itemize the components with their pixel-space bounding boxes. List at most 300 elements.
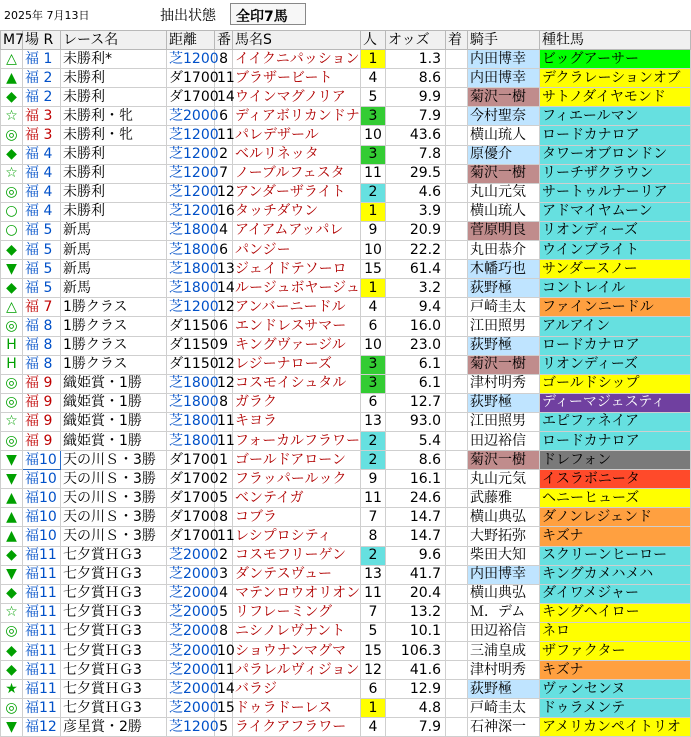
horse-number-cell: 12 [215,374,233,393]
table-row[interactable] [1,298,691,317]
table-row[interactable] [1,431,691,450]
sire-cell: ロードカナロア [540,336,691,355]
table-row[interactable] [1,107,691,126]
popularity-cell: 2 [361,451,386,470]
col-mark[interactable]: M7 [1,31,23,50]
table-row[interactable] [1,412,691,431]
horse-name-cell: ジェイドテソーロ [233,260,361,279]
place-cell: 福 4 [23,183,61,202]
popularity-cell: 3 [361,374,386,393]
odds-cell: 23.0 [386,336,446,355]
odds-cell: 6.1 [386,374,446,393]
odds-cell: 3.9 [386,202,446,221]
race-name-cell: 七夕賞ＨＧ3 [61,565,167,584]
race-name-cell: 1勝クラス [61,355,167,374]
horse-name-cell: リフレーミング [233,603,361,622]
race-name-cell: 七夕賞ＨＧ3 [61,661,167,680]
mark-cell: ☆ [1,107,23,126]
col-sire[interactable]: 種牡馬 [540,31,691,50]
popularity-cell: 2 [361,546,386,565]
horse-name-cell: アンダーザライト [233,183,361,202]
odds-cell: 9.4 [386,298,446,317]
table-row[interactable] [1,546,691,565]
table-row[interactable] [1,336,691,355]
odds-cell: 7.9 [386,107,446,126]
jockey-cell: 石神深一 [468,718,540,737]
header-row [1,31,691,50]
jockey-cell: 柴田大知 [468,546,540,565]
distance-cell: 芝1800 [167,279,215,298]
sire-cell: リーチザクラウン [540,164,691,183]
sire-cell: キングヘイロー [540,603,691,622]
distance-cell: 芝1200 [167,164,215,183]
popularity-cell: 10 [361,241,386,260]
race-name-cell: 天の川Ｓ・3勝 [61,451,167,470]
horse-name-cell: タッチダウン [233,202,361,221]
sire-cell: スクリーンヒーロー [540,546,691,565]
table-row[interactable] [1,527,691,546]
jockey-cell: 武藤雅 [468,489,540,508]
race-name-cell: 彦星賞・2勝 [61,718,167,737]
popularity-cell: 9 [361,470,386,489]
distance-cell: ダ1700 [167,470,215,489]
horse-number-cell: 8 [215,50,233,69]
horse-name-cell: ニシノレヴナント [233,622,361,641]
finish-cell [446,241,468,260]
sire-cell: フィエールマン [540,107,691,126]
sire-cell: ゴールドシップ [540,374,691,393]
odds-cell: 43.6 [386,126,446,145]
place-cell: 福10 [23,508,61,527]
distance-cell: 芝1200 [167,298,215,317]
distance-cell: ダ1700 [167,88,215,107]
odds-cell: 22.2 [386,241,446,260]
place-cell: 福 4 [23,202,61,221]
col-finish[interactable]: 着 [446,31,468,50]
finish-cell [446,431,468,450]
race-name-cell: 七夕賞ＨＧ3 [61,680,167,699]
sire-cell: ザファクター [540,642,691,661]
distance-cell: 芝1800 [167,221,215,240]
sire-cell: タワーオブロンドン [540,145,691,164]
table-row[interactable] [1,470,691,489]
distance-cell: 芝1800 [167,260,215,279]
place-cell: 福11 [23,603,61,622]
table-row[interactable] [1,355,691,374]
place-cell: 福11 [23,680,61,699]
odds-cell: 6.1 [386,355,446,374]
place-cell: 福11 [23,661,61,680]
horse-name-cell: フラッパールック [233,470,361,489]
popularity-cell: 4 [361,69,386,88]
mark-cell: ★ [1,680,23,699]
distance-cell: 芝1200 [167,183,215,202]
jockey-cell: 横山典弘 [468,508,540,527]
filter-select[interactable]: 全印7馬 [230,3,306,25]
horse-name-cell: パンジー [233,241,361,260]
table-row[interactable] [1,183,691,202]
popularity-cell: 7 [361,508,386,527]
mark-cell: ▲ [1,508,23,527]
distance-cell: 芝1800 [167,374,215,393]
mark-cell: ▲ [1,69,23,88]
horse-number-cell: 7 [215,164,233,183]
sire-cell: サンダースノー [540,260,691,279]
horse-name-cell: ショウナンマグマ [233,642,361,661]
finish-cell [446,69,468,88]
horse-number-cell: 13 [215,260,233,279]
sire-cell: ファインニードル [540,298,691,317]
distance-cell: 芝1800 [167,241,215,260]
place-cell: 福 5 [23,279,61,298]
table-row[interactable] [1,145,691,164]
jockey-cell: 内田博幸 [468,69,540,88]
popularity-cell: 7 [361,603,386,622]
place-cell: 福 8 [23,336,61,355]
mark-cell: H [1,355,23,374]
table-row[interactable] [1,50,691,69]
popularity-cell: 10 [361,126,386,145]
horse-name-cell: キングヴァージル [233,336,361,355]
mark-cell: ○ [1,221,23,240]
distance-cell: 芝1200 [167,126,215,145]
table-row[interactable] [1,603,691,622]
sire-cell: イスラボニータ [540,470,691,489]
horse-number-cell: 11 [215,69,233,88]
mark-cell: H [1,336,23,355]
horse-name-cell: ダンテスヴュー [233,565,361,584]
horse-number-cell: 4 [215,584,233,603]
jockey-cell: 横山琉人 [468,202,540,221]
jockey-cell: 丸山元気 [468,183,540,202]
horse-name-cell: パレデザール [233,126,361,145]
finish-cell [446,88,468,107]
mark-cell: ◎ [1,431,23,450]
sire-cell: ウインブライト [540,241,691,260]
finish-cell [446,50,468,69]
horse-number-cell: 6 [215,241,233,260]
horse-number-cell: 11 [215,126,233,145]
horse-name-cell: アンバーニードル [233,298,361,317]
place-cell: 福 2 [23,69,61,88]
horse-number-cell: 6 [215,107,233,126]
finish-cell [446,336,468,355]
finish-cell [446,145,468,164]
sire-cell: デクラレーションオブ [540,69,691,88]
popularity-cell: 1 [361,50,386,69]
jockey-cell: 菊沢一樹 [468,88,540,107]
mark-cell: ◆ [1,279,23,298]
popularity-cell: 13 [361,412,386,431]
table-row[interactable] [1,489,691,508]
sire-cell: キングカメハメハ [540,565,691,584]
popularity-cell: 6 [361,317,386,336]
table-row[interactable] [1,680,691,699]
race-name-cell: 織姫賞・1勝 [61,431,167,450]
col-pop[interactable]: 人 [361,31,386,50]
jockey-cell: 横山琉人 [468,126,540,145]
place-cell: 福 3 [23,126,61,145]
mark-cell: ◎ [1,183,23,202]
finish-cell [446,126,468,145]
col-dist[interactable]: 距離 [167,31,215,50]
jockey-cell: 津村明秀 [468,374,540,393]
jockey-cell: 戸崎圭太 [468,298,540,317]
jockey-cell: 三浦皇成 [468,642,540,661]
place-cell: 福11 [23,565,61,584]
jockey-cell: 津村明秀 [468,661,540,680]
distance-cell: ダ1700 [167,508,215,527]
place-cell: 福12 [23,718,61,737]
popularity-cell: 3 [361,355,386,374]
race-name-cell: 新馬 [61,241,167,260]
distance-cell: 芝2000 [167,565,215,584]
mark-cell: △ [1,50,23,69]
odds-cell: 12.9 [386,680,446,699]
table-row[interactable] [1,260,691,279]
distance-cell: 芝1800 [167,412,215,431]
place-cell: 福 8 [23,355,61,374]
odds-cell: 16.1 [386,470,446,489]
table-row[interactable] [1,126,691,145]
horse-name-cell: マテンロウオリオン [233,584,361,603]
popularity-cell: 3 [361,145,386,164]
table-row[interactable] [1,565,691,584]
table-row[interactable] [1,88,691,107]
jockey-cell: 丸田恭介 [468,241,540,260]
race-name-cell: 織姫賞・1勝 [61,374,167,393]
place-cell: 福 4 [23,145,61,164]
horse-name-cell: ライクアフラワー [233,718,361,737]
race-name-cell: 未勝利* [61,50,167,69]
race-name-cell: 新馬 [61,221,167,240]
race-name-cell: 未勝利 [61,183,167,202]
odds-cell: 20.4 [386,584,446,603]
odds-cell: 4.6 [386,183,446,202]
popularity-cell: 2 [361,431,386,450]
table-row[interactable] [1,622,691,641]
mark-cell: △ [1,298,23,317]
table-row[interactable] [1,317,691,336]
jockey-cell: 今村聖奈 [468,107,540,126]
sire-cell: リオンディーズ [540,221,691,240]
popularity-cell: 11 [361,489,386,508]
place-cell: 福11 [23,546,61,565]
finish-cell [446,279,468,298]
mark-cell: ◆ [1,661,23,680]
distance-cell: 芝1200 [167,718,215,737]
horse-number-cell: 11 [215,431,233,450]
race-name-cell: 七夕賞ＨＧ3 [61,584,167,603]
horse-number-cell: 10 [215,642,233,661]
jockey-cell: 丸山元気 [468,470,540,489]
race-name-cell: 七夕賞ＨＧ3 [61,642,167,661]
horse-name-cell: バラジ [233,680,361,699]
place-cell: 福10 [23,489,61,508]
distance-cell: 芝2000 [167,642,215,661]
odds-cell: 12.7 [386,393,446,412]
odds-cell: 14.7 [386,508,446,527]
finish-cell [446,260,468,279]
distance-cell: ダ1700 [167,527,215,546]
finish-cell [446,393,468,412]
odds-cell: 24.6 [386,489,446,508]
sire-cell: アメリカンペイトリオ [540,718,691,737]
horse-number-cell: 8 [215,393,233,412]
table-row[interactable] [1,718,691,737]
jockey-cell: 内田博幸 [468,565,540,584]
col-horse[interactable]: 馬名S [233,31,361,50]
place-cell: 福11 [23,584,61,603]
race-name-cell: 天の川Ｓ・3勝 [61,508,167,527]
table-row[interactable] [1,642,691,661]
sire-cell: ヘニーヒューズ [540,489,691,508]
jockey-cell: 田辺裕信 [468,431,540,450]
finish-cell [446,164,468,183]
distance-cell: ダ1700 [167,489,215,508]
toolbar [0,0,690,30]
jockey-cell: 菊沢一樹 [468,451,540,470]
race-name-cell: 未勝利 [61,145,167,164]
finish-cell [446,584,468,603]
col-race[interactable]: レース名 [61,31,167,50]
table-row[interactable] [1,202,691,221]
horse-name-cell: レジーナローズ [233,355,361,374]
horse-number-cell: 11 [215,412,233,431]
place-cell: 福 3 [23,107,61,126]
place-cell: 福10 [23,470,61,489]
horse-name-cell: ベンテイガ [233,489,361,508]
table-row[interactable] [1,374,691,393]
popularity-cell: 8 [361,527,386,546]
horse-name-cell: アイアムアッパレ [233,221,361,240]
popularity-cell: 1 [361,202,386,221]
popularity-cell: 2 [361,183,386,202]
popularity-cell: 1 [361,279,386,298]
horse-name-cell: フォーカルフラワー [233,431,361,450]
mark-cell: ▼ [1,718,23,737]
finish-cell [446,317,468,336]
mark-cell: ◆ [1,642,23,661]
distance-cell: 芝1200 [167,50,215,69]
col-num[interactable]: 番 [215,31,233,50]
odds-cell: 7.8 [386,145,446,164]
horse-name-cell: パラレルヴィジョン [233,661,361,680]
distance-cell: 芝2000 [167,661,215,680]
race-name-cell: 七夕賞ＨＧ3 [61,622,167,641]
table-row[interactable] [1,393,691,412]
popularity-cell: 6 [361,393,386,412]
popularity-cell: 11 [361,164,386,183]
finish-cell [446,642,468,661]
odds-cell: 10.1 [386,622,446,641]
odds-cell: 9.9 [386,88,446,107]
col-place[interactable]: 場 R [23,31,61,50]
race-name-cell: 未勝利 [61,202,167,221]
col-jockey[interactable]: 騎手 [468,31,540,50]
sire-cell: ヴァンセンヌ [540,680,691,699]
popularity-cell: 15 [361,642,386,661]
mark-cell: ▼ [1,451,23,470]
place-cell: 福11 [23,699,61,718]
table-row[interactable] [1,241,691,260]
race-name-cell: 1勝クラス [61,317,167,336]
jockey-cell: 原優介 [468,145,540,164]
horse-name-cell: キヨラ [233,412,361,431]
odds-cell: 61.4 [386,260,446,279]
horse-number-cell: 6 [215,317,233,336]
horse-number-cell: 11 [215,661,233,680]
sire-cell: ロードカナロア [540,126,691,145]
table-row[interactable] [1,221,691,240]
odds-cell: 9.6 [386,546,446,565]
finish-cell [446,546,468,565]
table-row[interactable] [1,661,691,680]
sire-cell: ドゥラメンテ [540,699,691,718]
odds-cell: 8.6 [386,451,446,470]
odds-cell: 106.3 [386,642,446,661]
race-name-cell: 七夕賞ＨＧ3 [61,546,167,565]
table-row[interactable] [1,699,691,718]
place-cell: 福11 [23,642,61,661]
race-name-cell: 未勝利 [61,164,167,183]
odds-cell: 20.9 [386,221,446,240]
race-name-cell: 未勝利・牝 [61,107,167,126]
table-row[interactable] [1,584,691,603]
place-cell: 福 4 [23,164,61,183]
place-cell: 福11 [23,622,61,641]
horse-name-cell: ブラザービート [233,69,361,88]
horse-number-cell: 12 [215,183,233,202]
horse-number-cell: 4 [215,221,233,240]
horse-name-cell: レシプロシティ [233,527,361,546]
sire-cell: サートゥルナーリア [540,183,691,202]
col-odds[interactable]: オッズ [386,31,446,50]
horse-number-cell: 14 [215,88,233,107]
odds-cell: 7.9 [386,718,446,737]
horse-number-cell: 15 [215,699,233,718]
sire-cell: ネロ [540,622,691,641]
sire-cell: ダノンレジェンド [540,508,691,527]
finish-cell [446,107,468,126]
distance-cell: ダ1150 [167,336,215,355]
table-row[interactable] [1,279,691,298]
race-name-cell: 七夕賞ＨＧ3 [61,699,167,718]
horse-number-cell: 14 [215,680,233,699]
horse-name-cell: ルージュボヤージュ [233,279,361,298]
popularity-cell: 10 [361,336,386,355]
table-row[interactable] [1,451,691,470]
table-row[interactable] [1,508,691,527]
jockey-cell: 菊沢一樹 [468,164,540,183]
horse-number-cell: 5 [215,603,233,622]
horse-number-cell: 12 [215,355,233,374]
race-table [0,30,691,737]
jockey-cell: 横山典弘 [468,584,540,603]
finish-cell [446,527,468,546]
sire-cell: ドレフォン [540,451,691,470]
mark-cell: ◆ [1,546,23,565]
place-cell: 福 5 [23,241,61,260]
place-cell: 福 9 [23,431,61,450]
table-row[interactable] [1,69,691,88]
odds-cell: 14.7 [386,527,446,546]
table-row[interactable] [1,164,691,183]
horse-number-cell: 12 [215,298,233,317]
jockey-cell: 江田照男 [468,412,540,431]
jockey-cell: 菊沢一樹 [468,355,540,374]
race-name-cell: 七夕賞ＨＧ3 [61,603,167,622]
